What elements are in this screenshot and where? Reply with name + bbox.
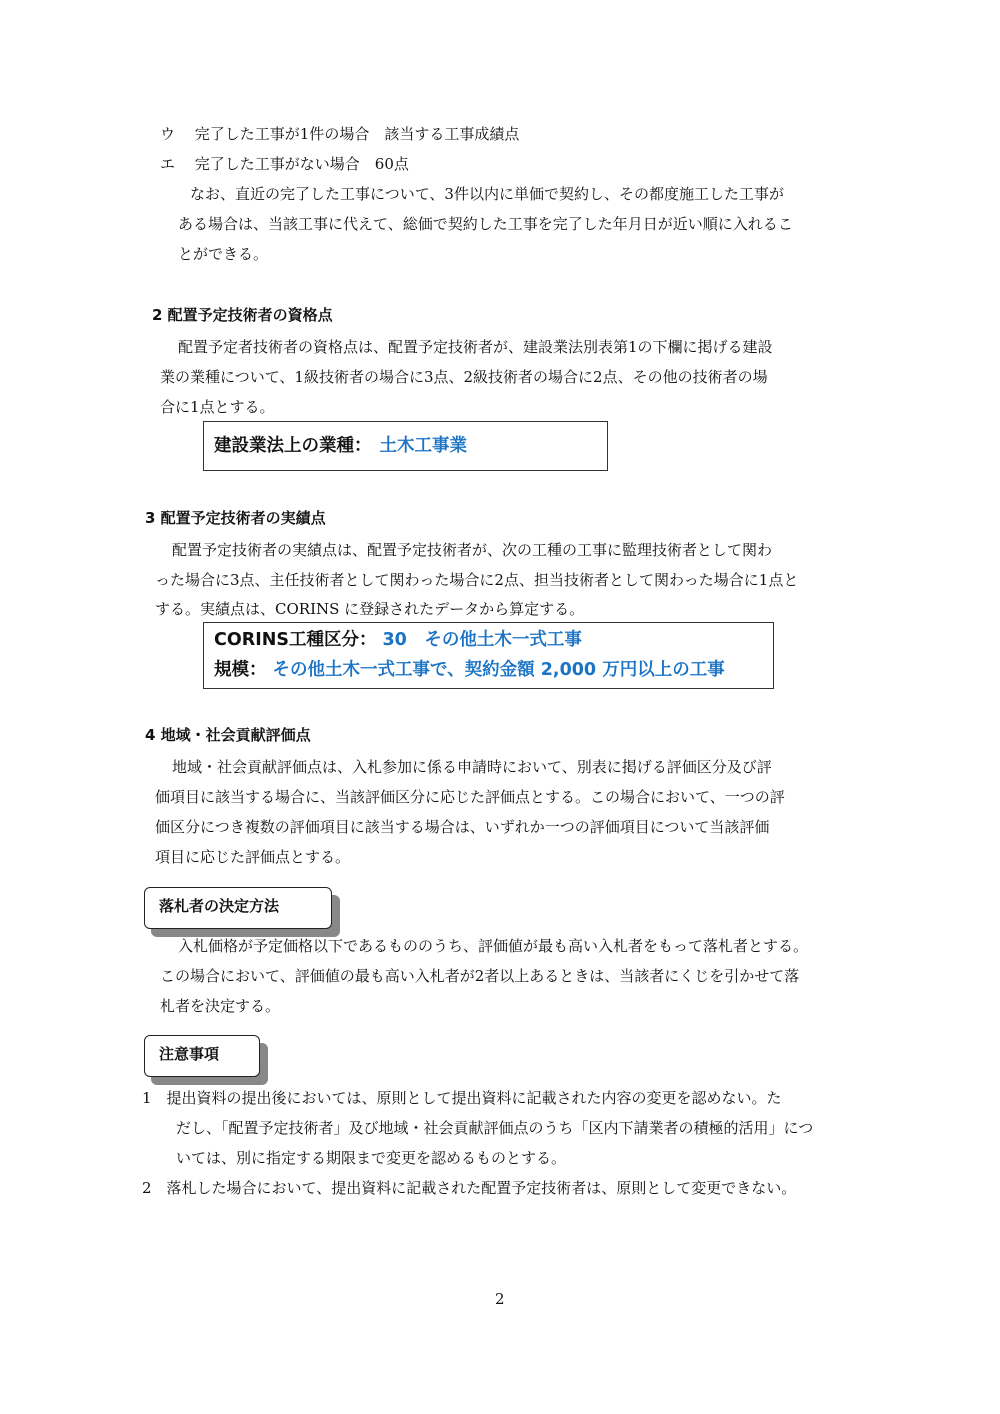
item-u: ウ 完了した工事が1件の場合 該当する工事成績点 [160, 125, 520, 143]
corins-label: CORINS工種区分： [214, 630, 377, 650]
section-2-body-3: 合に1点とする。 [160, 398, 275, 416]
corins-line-1 [214, 628, 582, 652]
corins-value: 30 その他土木一式工事 [382, 630, 582, 650]
notes-item-2: 2 落札した場合において、提出資料に記載された配置予定技術者は、原則として変更できない。 [142, 1179, 797, 1197]
section-4-body-1: 地域・社会貢献評価点は、入札参加に係る申請時において、別表に掲げる評価区分及び評 [172, 758, 772, 776]
award-body-2: この場合において、評価値の最も高い入札者が2者以上あるときは、当該者にくじを引かせて落 [160, 967, 800, 985]
corins-box [203, 622, 774, 689]
section-2-heading: 2 配置予定技術者の資格点 [152, 306, 333, 324]
section-2-body-2: 業の業種について、1級技術者の場合に3点、2級技術者の場合に2点、その他の技術者の場 [160, 368, 768, 386]
page-number: 2 [495, 1290, 505, 1308]
industry-box [203, 421, 608, 471]
notes-item-1-line-3: いては、別に指定する期限まで変更を認めるものとする。 [176, 1149, 567, 1167]
section-4-body-2: 価項目に該当する場合に、当該評価区分に応じた評価点とする。この場合において、一つの評 [155, 788, 785, 806]
award-body-1: 入札価格が予定価格以下であるもののうち、評価値が最も高い入札者をもって落札者とする。 [178, 937, 809, 955]
section-3-body-2: った場合に3点、主任技術者として関わった場合に2点、担当技術者として関わった場合に1点と [155, 571, 799, 589]
award-body-3: 札者を決定する。 [160, 997, 281, 1015]
item-e: エ 完了した工事がない場合 60点 [160, 155, 409, 173]
notes-title: 注意事項 [144, 1035, 260, 1077]
note-line-2: ある場合は、当該工事に代えて、総価で契約した工事を完了した年月日が近い順に入れるこ [178, 215, 793, 233]
award-title: 落札者の決定方法 [144, 887, 332, 929]
section-3-body-1: 配置予定技術者の実績点は、配置予定技術者が、次の工種の工事に監理技術者として関わ [172, 541, 773, 559]
section-4-heading: 4 地域・社会貢献評価点 [145, 726, 311, 744]
note-line-1: なお、直近の完了した工事について、3件以内に単価で契約し、その都度施工した工事が [190, 185, 784, 203]
section-4-body-4: 項目に応じた評価点とする。 [155, 848, 351, 866]
section-2-body-1: 配置予定者技術者の資格点は、配置予定技術者が、建設業法別表第1の下欄に掲げる建設 [178, 338, 773, 356]
section-3-body-3: する。実績点は、CORINS に登録されたデータから算定する。 [155, 600, 585, 618]
corins-line-2 [214, 658, 725, 682]
section-3-heading: 3 配置予定技術者の実績点 [145, 509, 326, 527]
industry-value: 土木工事業 [379, 436, 467, 456]
notes-item-1-line-1: 1 提出資料の提出後においては、原則として提出資料に記載された内容の変更を認めない。た [142, 1089, 782, 1107]
scale-label: 規模： [214, 660, 267, 680]
notes-item-1-line-2: だし、「配置予定技術者」及び地域・社会貢献評価点のうち「区内下請業者の積極的活用」につ [176, 1119, 814, 1137]
section-4-body-3: 価区分につき複数の評価項目に該当する場合は、いずれか一つの評価項目について当該評価 [155, 818, 770, 836]
note-line-3: とができる。 [178, 245, 269, 263]
industry-label [214, 434, 467, 458]
scale-value: その他土木一式工事で、契約金額 2,000 万円以上の工事 [272, 660, 725, 680]
industry-label-text: 建設業法上の業種： [214, 436, 372, 456]
